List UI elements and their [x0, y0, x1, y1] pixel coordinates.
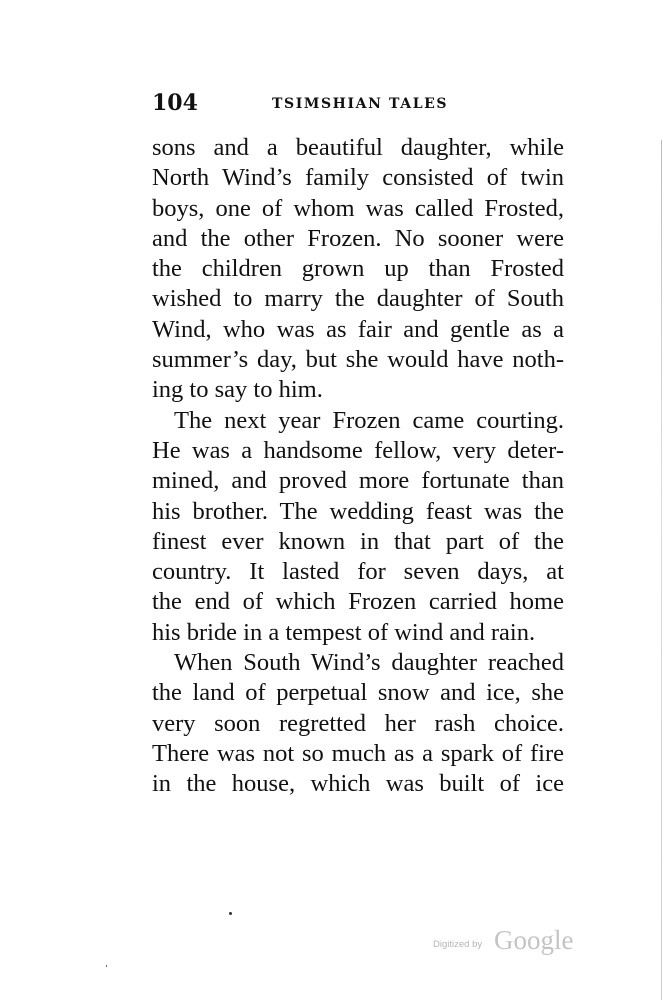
- text-line: ing to say to him.: [152, 376, 323, 404]
- print-speck: [229, 912, 232, 915]
- text-line: his bride in a tempest of wind and rain.: [152, 618, 536, 646]
- text-line: summer’s day, but she would have noth-: [152, 346, 564, 374]
- text-line: Wind, who was as fair and gentle as a: [152, 315, 564, 343]
- text-line: There was not so much as a spark of fire: [152, 739, 564, 767]
- text-line: boys, one of whom was called Frosted,: [152, 194, 564, 222]
- page-number: 104: [152, 90, 198, 116]
- text-line: very soon regretted her rash choice.: [152, 709, 564, 737]
- text-line: mined, and proved more fortunate than: [152, 467, 564, 495]
- text-line: sons and a beautiful daughter, while: [152, 134, 564, 161]
- body-text: [152, 133, 564, 800]
- text-line: his brother. The wedding feast was the: [152, 497, 564, 525]
- text-line: the children grown up than Frosted: [152, 255, 564, 283]
- page-edge-line: [661, 140, 662, 1000]
- watermark-brand: Google: [494, 925, 574, 955]
- text-line: He was a handsome fellow, very deter-: [152, 436, 564, 464]
- text-line: finest ever known in that part of the: [152, 527, 564, 555]
- text-line: North Wind’s family consisted of twin: [152, 164, 564, 192]
- text-line: country. It lasted for seven days, at: [152, 558, 564, 586]
- text-line: in the house, which was built of ice: [152, 770, 564, 798]
- print-speck: [106, 965, 107, 967]
- watermark-prefix: Digitized by: [433, 939, 483, 950]
- text-line: and the other Frozen. No sooner were: [152, 224, 564, 252]
- running-title: TSIMSHIAN TALES: [272, 96, 449, 112]
- text-line: The next year Frozen came courting.: [174, 406, 564, 434]
- text-line: the end of which Frozen carried home: [152, 588, 564, 616]
- text-line: wished to marry the daughter of South: [152, 285, 564, 313]
- text-line: the land of perpetual snow and ice, she: [152, 679, 564, 707]
- text-line: When South Wind’s daughter reached: [174, 649, 564, 677]
- running-head: [152, 90, 572, 116]
- digitized-watermark: [433, 924, 583, 958]
